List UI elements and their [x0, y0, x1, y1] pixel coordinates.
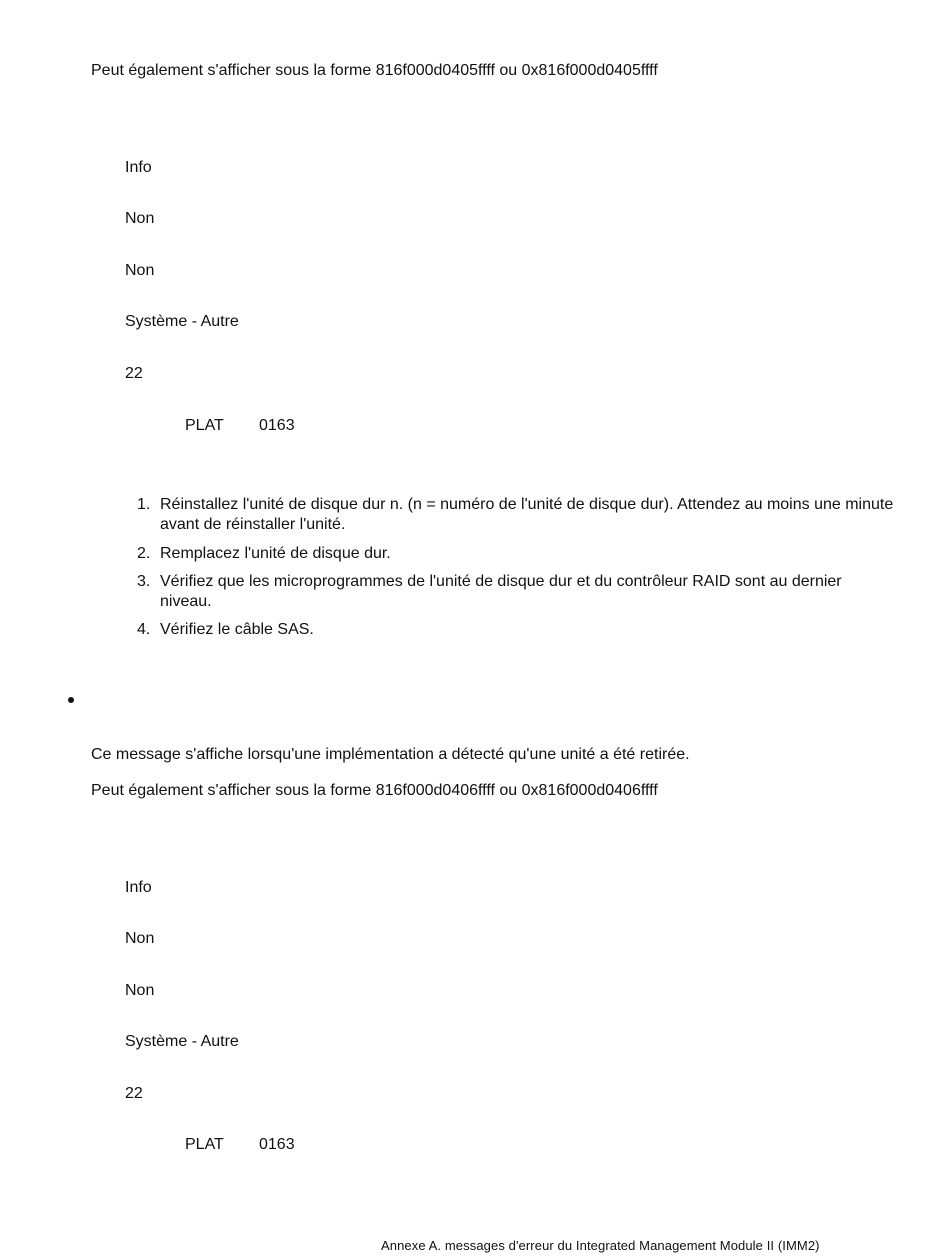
list-item-text: Vérifiez que les microprogrammes de l'unité de disque dur et du contrôleur RAID sont au dernier niveau. — [160, 573, 842, 610]
list-item-text: Remplacez l'unité de disque dur. — [160, 545, 391, 562]
severity-value: Info — [125, 159, 152, 176]
also-shown-as-text: Peut également s'afficher sous la forme 816f000d0406ffff ou 0x816f000d0406ffff — [91, 782, 658, 799]
list-item — [137, 620, 897, 640]
list-item-text: Vérifiez le câble SAS. — [160, 621, 314, 638]
list-item-number: 2. — [137, 545, 151, 562]
page-footer: Annexe A. messages d'erreur du Integrated Management Module II (IMM2) — [381, 1238, 820, 1253]
cim-id-value: 0163 — [259, 1136, 295, 1153]
alert-category-value: Système - Autre — [125, 313, 239, 330]
list-item — [137, 572, 897, 612]
serviceable-value: Non — [125, 210, 155, 227]
cim-prefix-value: PLAT — [185, 1136, 224, 1153]
list-item-text: Réinstallez l'unité de disque dur n. (n = numéro de l'unité de disque dur). Attendez au moins une minute avant de réinstaller l'unité. — [160, 496, 894, 533]
cim-id-value: 0163 — [259, 417, 295, 434]
alert-category-value: Système - Autre — [125, 1033, 239, 1050]
list-item — [137, 495, 897, 535]
snmp-trap-id-value: 22 — [125, 1085, 143, 1102]
list-item — [137, 544, 897, 564]
severity-value: Info — [125, 879, 152, 896]
serviceable-value: Non — [125, 930, 155, 947]
list-item-number: 4. — [137, 621, 151, 638]
snmp-trap-id-value: 22 — [125, 365, 143, 382]
message-description-text: Ce message s'affiche lorsqu'une implémentation a détecté qu'une unité a été retirée. — [91, 746, 690, 763]
list-item-number: 3. — [137, 573, 151, 590]
notify-support-value: Non — [125, 262, 155, 279]
bullet-marker — [68, 697, 74, 703]
cim-prefix-value: PLAT — [185, 417, 224, 434]
also-shown-as-text: Peut également s'afficher sous la forme 816f000d0405ffff ou 0x816f000d0405ffff — [91, 62, 658, 79]
notify-support-value: Non — [125, 982, 155, 999]
list-item-number: 1. — [137, 496, 151, 513]
